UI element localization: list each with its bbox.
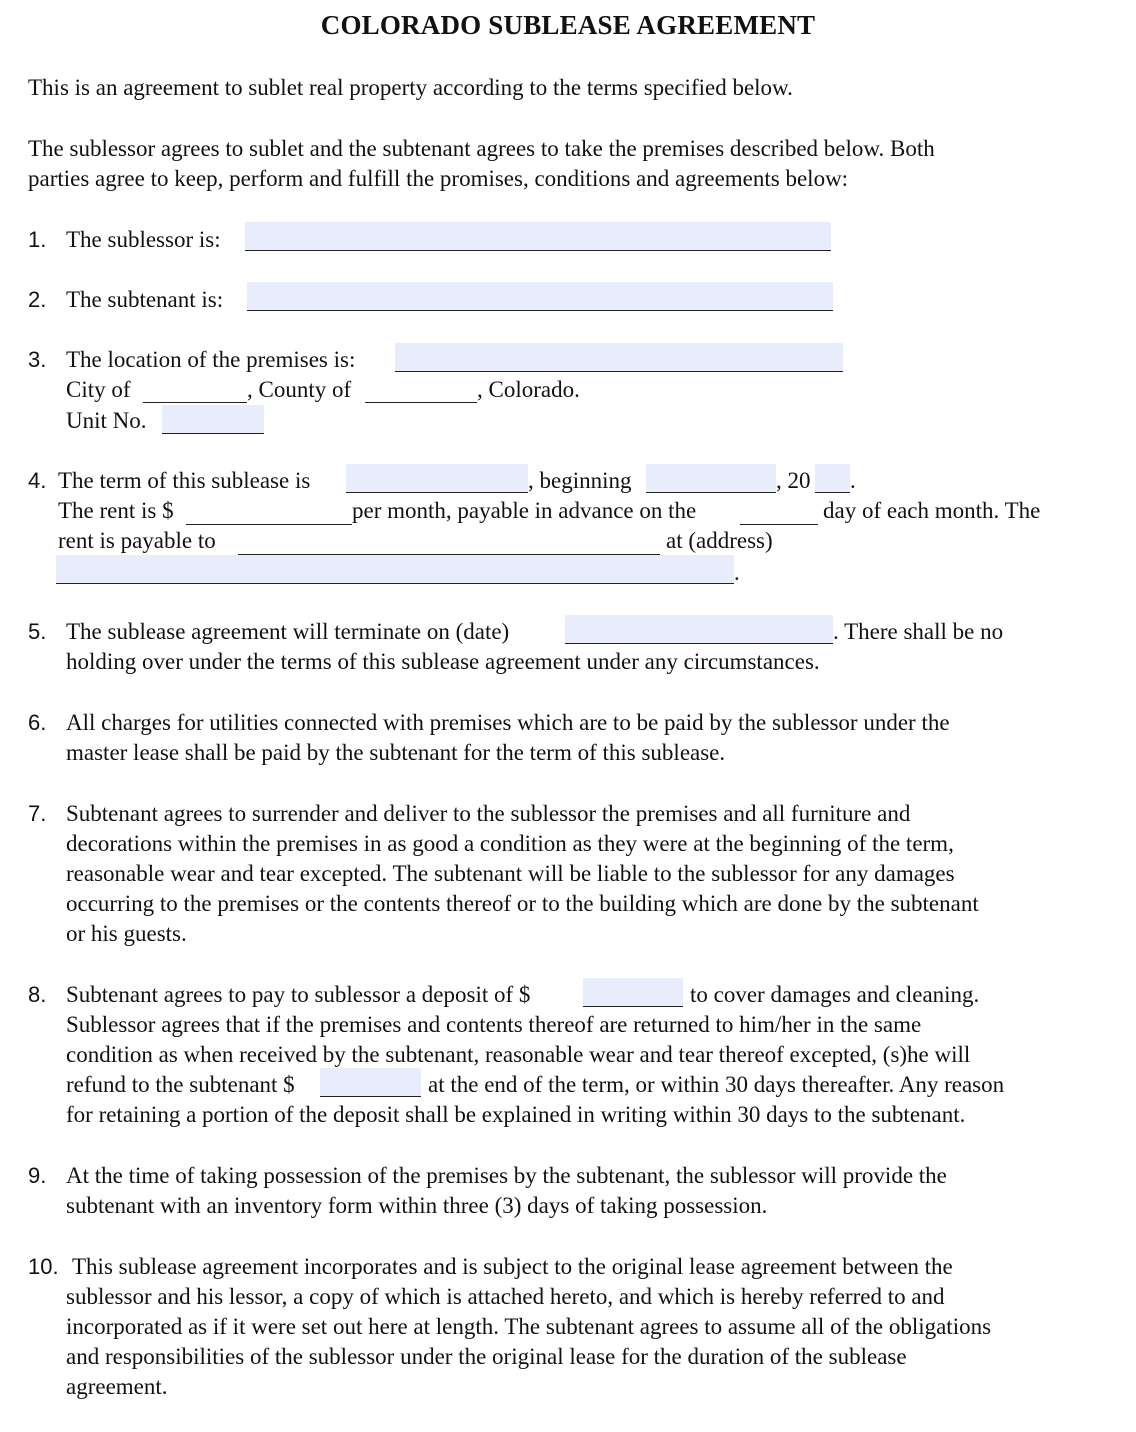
item-7-line-5: or his guests. (66, 921, 187, 946)
item-10-line-5: agreement. (66, 1374, 168, 1399)
address-field[interactable] (56, 555, 734, 584)
item-number-4: 4. (28, 468, 47, 493)
rent-day-field[interactable] (740, 524, 818, 525)
item-6-line-1: All charges for utilities connected with premises which are to be paid by the sublessor under the (66, 710, 950, 735)
unit-label: Unit No. (66, 408, 147, 433)
sublessor-label: The sublessor is: (66, 227, 221, 252)
beginning-label: , beginning (528, 468, 632, 493)
year-field[interactable] (815, 464, 850, 493)
rent-label: The rent is $ (58, 498, 174, 523)
address-label: at (address) (666, 528, 773, 553)
unit-field[interactable] (162, 405, 264, 434)
refund-tail: at the end of the term, or within 30 days thereafter. Any reason (428, 1072, 1005, 1097)
state-text: , Colorado. (477, 377, 580, 402)
item-9-line-1: At the time of taking possession of the premises by the subtenant, the sublessor will provide the (66, 1163, 947, 1188)
item-7-line-4: occurring to the premises or the contents thereof or to the building which are done by the subtenant (66, 891, 979, 916)
item-number-8: 8. (28, 982, 47, 1007)
intro-paragraph: This is an agreement to sublet real property according to the terms specified below. (28, 75, 793, 100)
subtenant-field[interactable] (247, 282, 833, 311)
address-end-period: . (734, 560, 740, 585)
payable-to-label: rent is payable to (58, 528, 216, 553)
rent-amount-field[interactable] (186, 524, 352, 525)
item-number-2: 2. (28, 287, 47, 312)
term-end-period: . (850, 468, 856, 493)
terminate-tail: . There shall be no (833, 619, 1004, 644)
term-field[interactable] (346, 464, 528, 493)
item-10-line-2: sublessor and his lessor, a copy of which is attached hereto, and which is hereby referred to and (66, 1284, 945, 1309)
item-6-line-2: master lease shall be paid by the subtenant for the term of this sublease. (66, 740, 726, 765)
intro-paragraph-2b: parties agree to keep, perform and fulfill the promises, conditions and agreements below: (28, 166, 849, 191)
sublessor-field[interactable] (245, 222, 831, 251)
item-number-3: 3. (28, 347, 47, 372)
county-label: , County of (247, 377, 352, 402)
refund-label: refund to the subtenant $ (66, 1072, 295, 1097)
term-label: The term of this sublease is (58, 468, 311, 493)
item-5-line-2: holding over under the terms of this sublease agreement under any circumstances. (66, 649, 820, 674)
deposit-amount-field[interactable] (583, 978, 683, 1007)
year-prefix: , 20 (776, 468, 811, 493)
item-number-5: 5. (28, 619, 47, 644)
city-field[interactable] (143, 402, 247, 403)
terminate-label: The sublease agreement will terminate on (date) (66, 619, 510, 644)
rent-day-text: day of each month. The (823, 498, 1041, 523)
item-10-line-3: incorporated as if it were set out here at length. The subtenant agrees to assume all of the obligations (66, 1314, 992, 1339)
premises-location-field[interactable] (395, 343, 843, 372)
rent-payable-text: per month, payable in advance on the (352, 498, 697, 523)
deposit-tail: to cover damages and cleaning. (690, 982, 980, 1007)
item-10-line-1: This sublease agreement incorporates and is subject to the original lease agreement between the (72, 1254, 953, 1279)
item-7-line-3: reasonable wear and tear excepted. The subtenant will be liable to the sublessor for any damages (66, 861, 955, 886)
item-number-6: 6. (28, 710, 47, 735)
terminate-date-field[interactable] (565, 615, 833, 644)
item-number-9: 9. (28, 1163, 47, 1188)
intro-paragraph-2a: The sublessor agrees to sublet and the subtenant agrees to take the premises described below. Both (28, 136, 935, 161)
item-number-10: 10. (28, 1254, 59, 1279)
item-number-7: 7. (28, 801, 47, 826)
subtenant-label: The subtenant is: (66, 287, 224, 312)
deposit-label: Subtenant agrees to pay to sublessor a deposit of $ (66, 982, 531, 1007)
document-title: COLORADO SUBLEASE AGREEMENT (320, 10, 816, 40)
item-7-line-1: Subtenant agrees to surrender and deliver to the sublessor the premises and all furniture and (66, 801, 911, 826)
item-8-line-2: Sublessor agrees that if the premises and contents thereof are returned to him/her in the same (66, 1012, 922, 1037)
beginning-date-field[interactable] (646, 464, 776, 493)
item-9-line-2: subtenant with an inventory form within three (3) days of taking possession. (66, 1193, 768, 1218)
premises-location-label: The location of the premises is: (66, 347, 356, 372)
refund-amount-field[interactable] (320, 1068, 421, 1097)
item-10-line-4: and responsibilities of the sublessor under the original lease for the duration of the sublease (66, 1344, 907, 1369)
item-8-line-5: for retaining a portion of the deposit shall be explained in writing within 30 days to the subtenant. (66, 1102, 966, 1127)
item-7-line-2: decorations within the premises in as good a condition as they were at the beginning of the term, (66, 831, 954, 856)
county-field[interactable] (365, 402, 477, 403)
item-number-1: 1. (28, 227, 47, 252)
city-label: City of (66, 377, 131, 402)
item-8-line-3: condition as when received by the subtenant, reasonable wear and tear thereof excepted, (s)he will (66, 1042, 971, 1067)
